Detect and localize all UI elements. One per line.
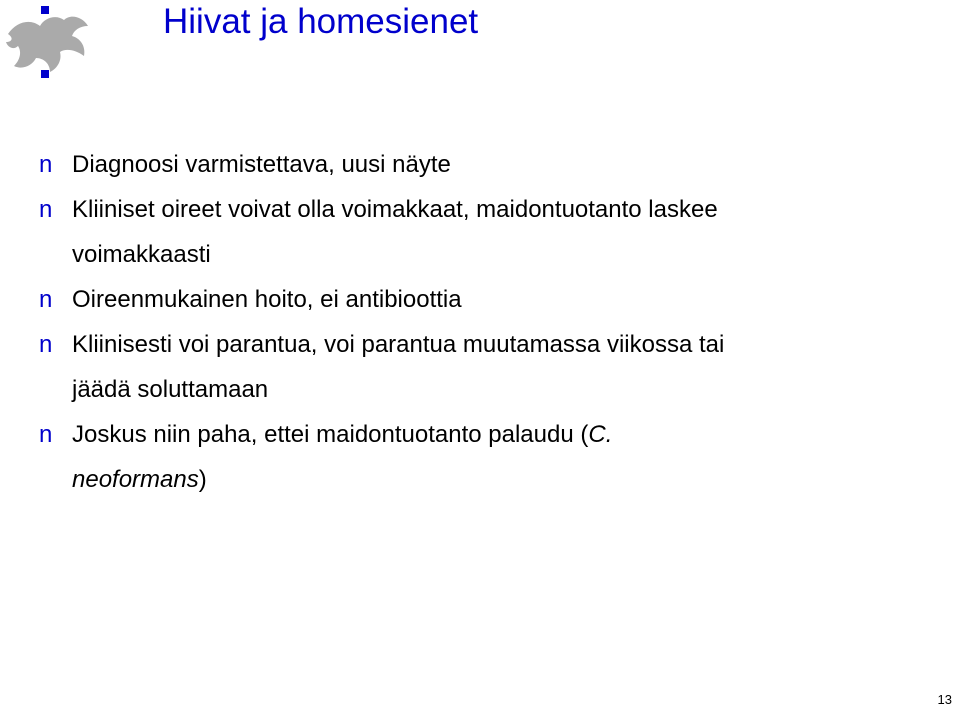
page-number: 13 (937, 692, 952, 707)
slide-title: Hiivat ja homesienet (163, 2, 479, 41)
bullet-text-continued: voimakkaasti (72, 241, 211, 268)
bullet-marker: n (39, 331, 53, 358)
bullet-text-continued: jäädä soluttamaan (72, 376, 269, 403)
bullet-text: Oireenmukainen hoito, ei antibioottia (72, 286, 462, 313)
bullet-text-line (72, 412, 862, 457)
bullet-text-close: ) (198, 466, 207, 493)
bullet-marker: n (39, 151, 53, 178)
bullet-text: Kliinisesti voi parantua, voi parantua muutamassa viikossa tai (72, 331, 725, 358)
bullet-item (0, 412, 862, 502)
species-abbrev: C. (588, 421, 613, 448)
bullet-marker: n (39, 286, 53, 313)
bullet-item (0, 322, 862, 412)
bullet-marker: n (39, 196, 53, 223)
bullet-item (0, 277, 862, 322)
bullet-marker: n (39, 421, 53, 448)
bullet-text: Diagnoosi varmistettava, uusi näyte (72, 151, 451, 178)
species-name: neoformans (72, 466, 199, 493)
university-flame-logo-icon (4, 4, 94, 84)
bullet-text: Kliiniset oireet voivat olla voimakkaat, maidontuotanto laskee (72, 196, 718, 223)
bullet-list (0, 142, 960, 502)
bullet-item (0, 187, 862, 277)
bullet-text: Joskus niin paha, ettei maidontuotanto palaudu ( (72, 421, 589, 448)
bullet-item (0, 142, 862, 187)
bullet-text-line (72, 457, 862, 502)
